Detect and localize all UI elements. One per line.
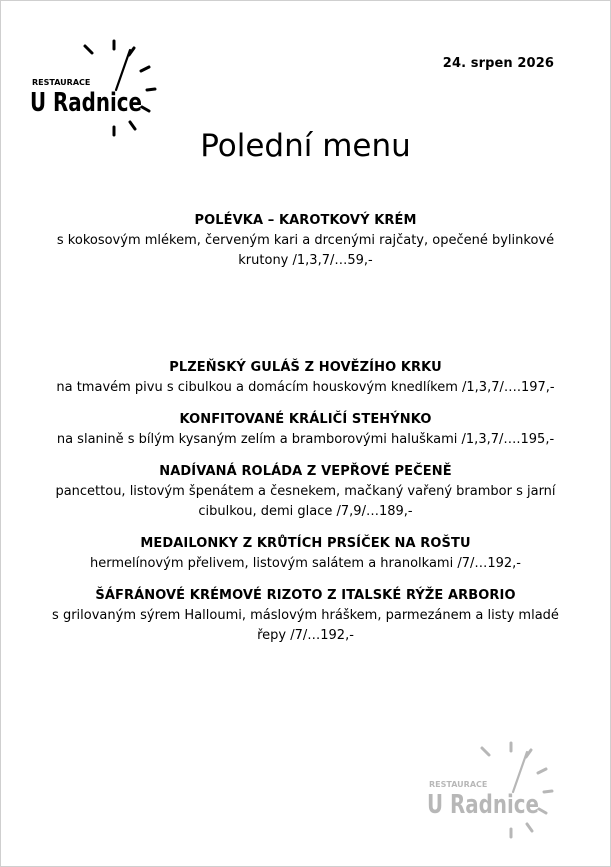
dish-description: s grilovaným sýrem Halloumi, máslovým hráškem, parmezánem a listy mladé řepy /7/…192,- (52, 608, 559, 643)
main-course-item (40, 586, 571, 646)
watermark-small-text: RESTAURACE (429, 780, 488, 789)
watermark-name: U Radnice (427, 790, 539, 820)
dish-name: PLZEŇSKÝ GULÁŠ Z HOVĚZÍHO KRKU (169, 360, 442, 375)
dish-description: pancettou, listovým špenátem a česnekem, mačkaný vařený brambor s jarní cibulkou, demi glace /7,9/…189,- (55, 484, 556, 519)
dish-description: hermelínovým přelivem, listovým salátem a hranolkami /7/…192,- (90, 556, 521, 571)
soup-item (40, 211, 571, 271)
main-courses-section (40, 358, 571, 658)
main-course-item (40, 462, 571, 522)
restaurant-logo-watermark (420, 740, 570, 840)
menu-date: 24. srpen 2026 (442, 56, 554, 71)
main-course-item (40, 534, 571, 574)
dish-name: KONFITOVANÉ KRÁLIČÍ STEHÝNKO (179, 412, 432, 427)
dish-name: NADÍVANÁ ROLÁDA Z VEPŘOVÉ PEČENĚ (159, 464, 452, 479)
soup-section (40, 211, 571, 271)
soup-description: s kokosovým mlékem, červeným kari a drcenými rajčaty, opečené bylinkové krutony /1,3,7/…59,- (56, 233, 555, 268)
restaurant-logo (28, 38, 168, 138)
logo-small-text: RESTAURACE (32, 78, 91, 87)
main-course-item (40, 358, 571, 398)
main-course-item (40, 410, 571, 450)
dish-name: MEDAILONKY Z KRŮTÍCH PRSÍČEK NA ROŠTU (140, 536, 471, 551)
logo-name: U Radnice (30, 88, 142, 118)
page-title: Polední menu (200, 128, 411, 164)
dish-description: na slanině s bílým kysaným zelím a bramborovými haluškami /1,3,7/….195,- (56, 432, 555, 447)
dish-description: na tmavém pivu s cibulkou a domácím houskovým knedlíkem /1,3,7/….197,- (56, 380, 555, 395)
soup-name: POLÉVKA – KAROTKOVÝ KRÉM (194, 213, 417, 228)
dish-name: ŠÁFRÁNOVÉ KRÉMOVÉ RIZOTO Z ITALSKÉ RÝŽE ARBORIO (95, 588, 516, 603)
